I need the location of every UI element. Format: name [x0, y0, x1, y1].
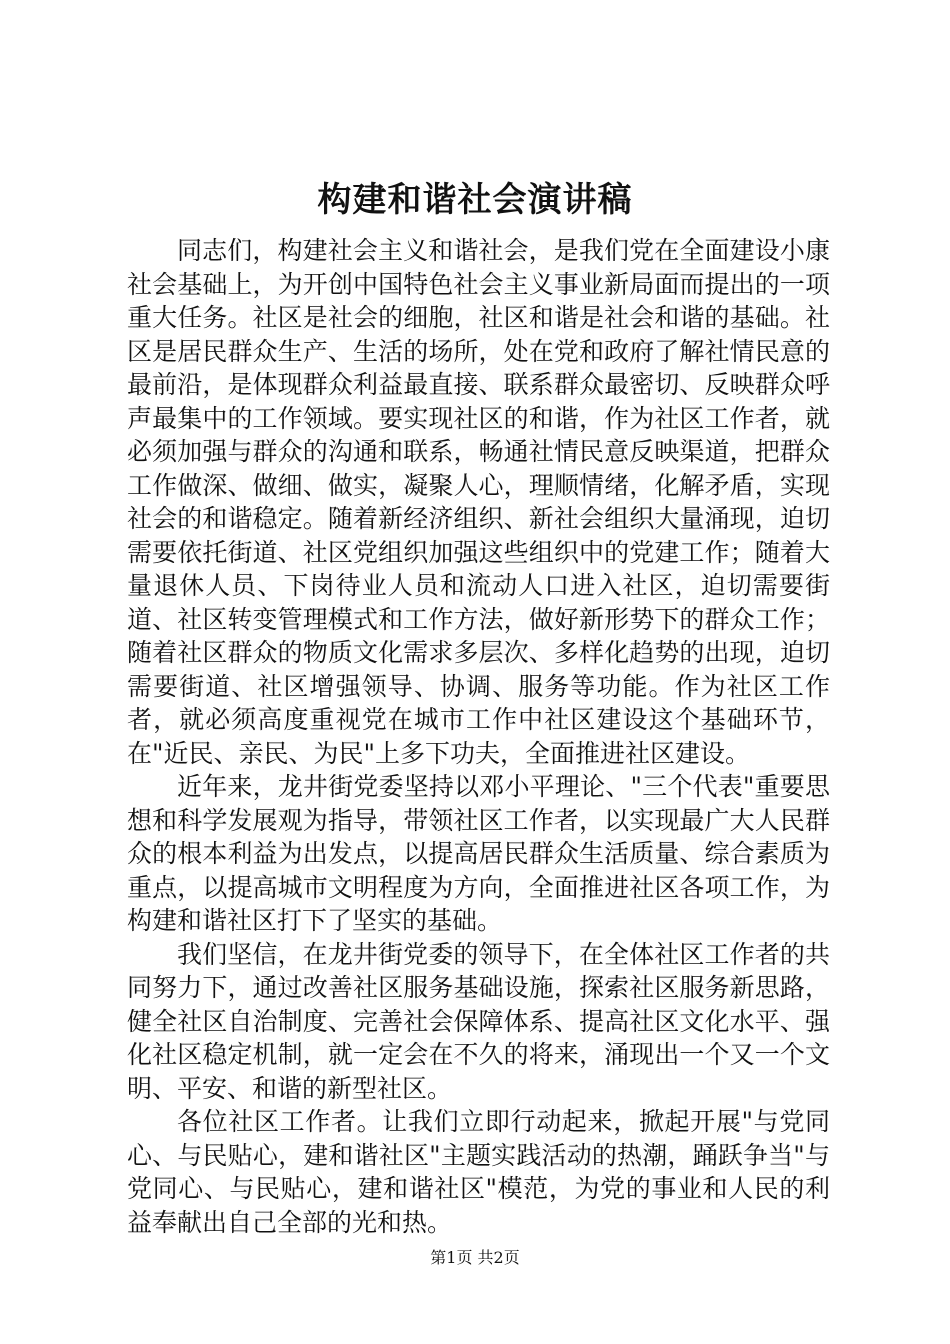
- paragraph-3: 我们坚信，在龙井街党委的领导下，在全体社区工作者的共同努力下，通过改善社区服务基础设施，探索社区服务新思路，健全社区自治制度、完善社会保障体系、提高社区文化水平、强化社区稳定机制，就一定会在不久的将来，涌现出一个又一个文明、平安、和谐的新型社区。: [127, 939, 830, 1103]
- document-body: [127, 234, 830, 1239]
- page-footer: 第1页 共2页: [430, 1248, 520, 1267]
- paragraph-1: 同志们，构建社会主义和谐社会，是我们党在全面建设小康社会基础上，为开创中国特色社会主义事业新局面而提出的一项重大任务。社区是社会的细胞，社区和谐是社会和谐的基础。社区是居民群众生产、生活的场所，处在党和政府了解社情民意的最前沿，是体现群众利益最直接、联系群众最密切、反映群众呼声最集中的工作领域。要实现社区的和谐，作为社区工作者，就必须加强与群众的沟通和联系，畅通社情民意反映渠道，把群众工作做深、做细、做实，凝聚人心，理顺情绪，化解矛盾，实现社会的和谐稳定。随着新经济组织、新社会组织大量涌现，迫切需要依托街道、社区党组织加强这些组织中的党建工作；随着大量退休人员、下岗待业人员和流动人口进入社区，迫切需要街道、社区转变管理模式和工作方法，做好新形势下的群众工作；随着社区群众的物质文化需求多层次、多样化趋势的出现，迫切需要街道、社区增强领导、协调、服务等功能。作为社区工作者，就必须高度重视党在城市工作中社区建设这个基础环节，在"近民、亲民、为民"上多下功夫，全面推进社区建设。: [127, 236, 830, 768]
- paragraph-4: 各位社区工作者。让我们立即行动起来，掀起开展"与党同心、与民贴心，建和谐社区"主题实践活动的热潮，踊跃争当"与党同心、与民贴心，建和谐社区"模范，为党的事业和人民的利益奉献出自己全部的光和热。: [127, 1107, 830, 1237]
- paragraph-2: 近年来，龙井街党委坚持以邓小平理论、"三个代表"重要思想和科学发展观为指导，带领社区工作者，以实现最广大人民群众的根本利益为出发点，以提高居民群众生活质量、综合素质为重点，以提高城市文明程度为方向，全面推进社区各项工作，为构建和谐社区打下了坚实的基础。: [127, 772, 830, 935]
- document-title: 构建和谐社会演讲稿: [317, 180, 633, 220]
